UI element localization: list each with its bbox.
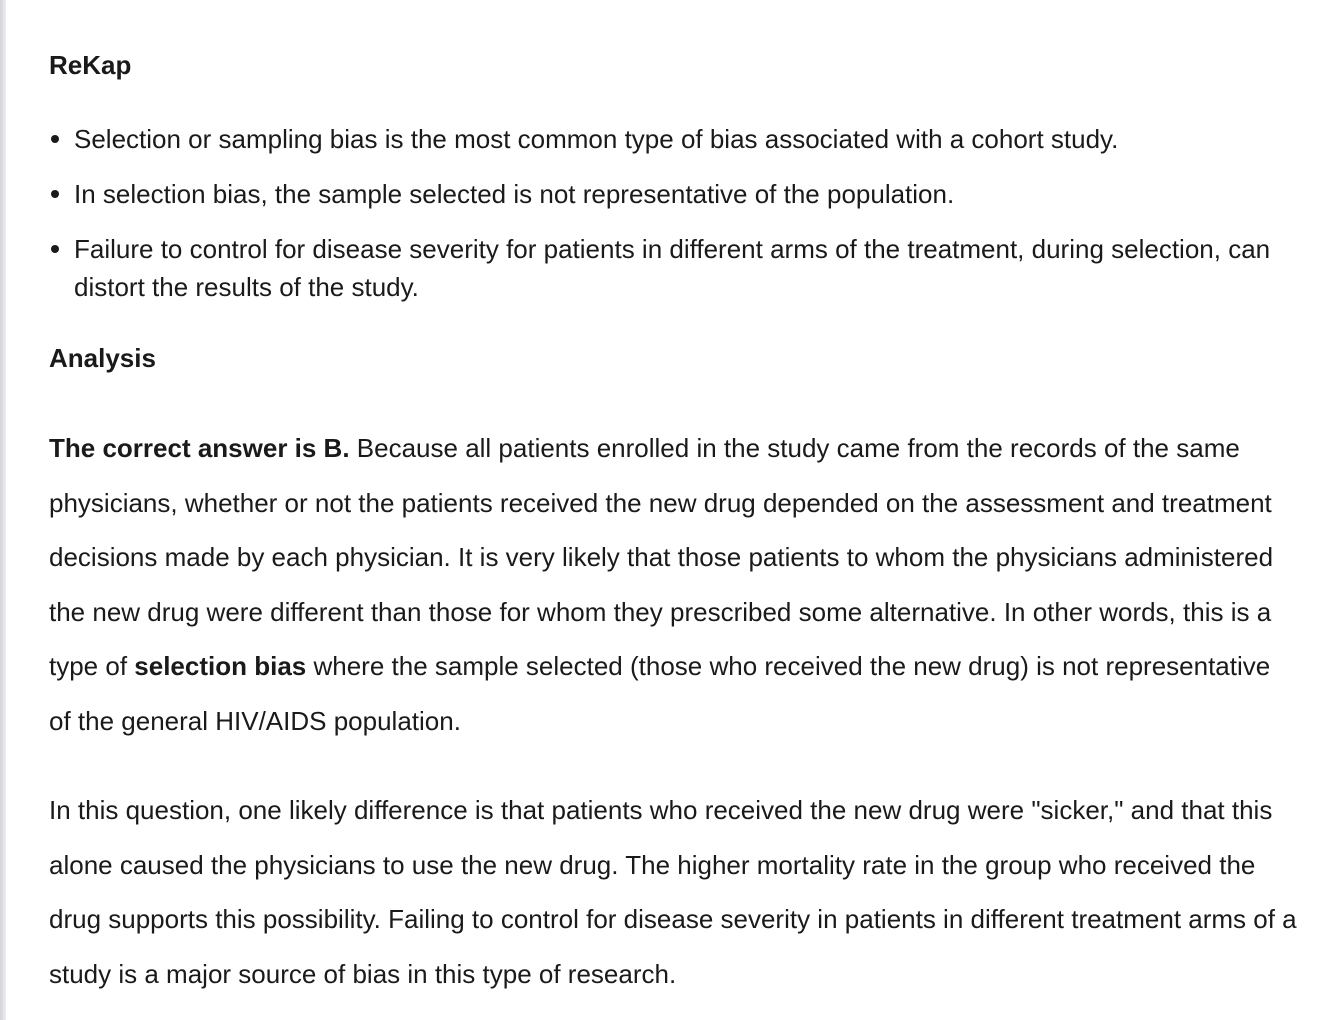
rekap-item-text: Failure to control for disease severity for patients in different arms of the treatment, during selection, can distort the results of the study. (74, 234, 1271, 302)
analysis-paragraph-2: In this question, one likely difference is that patients who received the new drug were "sicker," and that this alone caused the physicians to use the new drug. The higher mortality rate in the group who received the drug supports this possibility. Failing to control for disease severity in patients in different treatment arms of a study is a major source of bias in this type of research. (49, 795, 1297, 989)
analysis-text: where the sample selected (those who received the new drug) is not representative of the general HIV/AIDS population. (49, 651, 1271, 736)
rekap-list (49, 120, 1299, 323)
key-term: selection bias (134, 651, 307, 682)
bullet-icon (51, 135, 59, 143)
analysis-heading: Analysis (49, 343, 156, 373)
analysis-text: Because all patients enrolled in the study came from the records of the same physicians, whether or not the patients received the new drug depended on the assessment and treatment decisions made by each physician. It is very likely that those patients to whom the physicians administered the new drug were different than those for whom they prescribed some alternative. In other words, this is a type of (49, 433, 1274, 682)
rekap-item (49, 120, 1299, 158)
analysis-paragraph-1 (49, 421, 1299, 749)
bullet-icon (51, 245, 59, 253)
rekap-item (49, 175, 1299, 213)
rekap-item (49, 230, 1299, 306)
correct-answer-statement: The correct answer is B. (49, 433, 350, 463)
left-border (0, 0, 6, 1020)
bullet-icon (51, 190, 59, 198)
rekap-item-text: In selection bias, the sample selected is not representative of the population. (74, 179, 955, 209)
rekap-heading: ReKap (49, 50, 132, 80)
rekap-item-text: Selection or sampling bias is the most common type of bias associated with a cohort study. (74, 124, 1119, 154)
